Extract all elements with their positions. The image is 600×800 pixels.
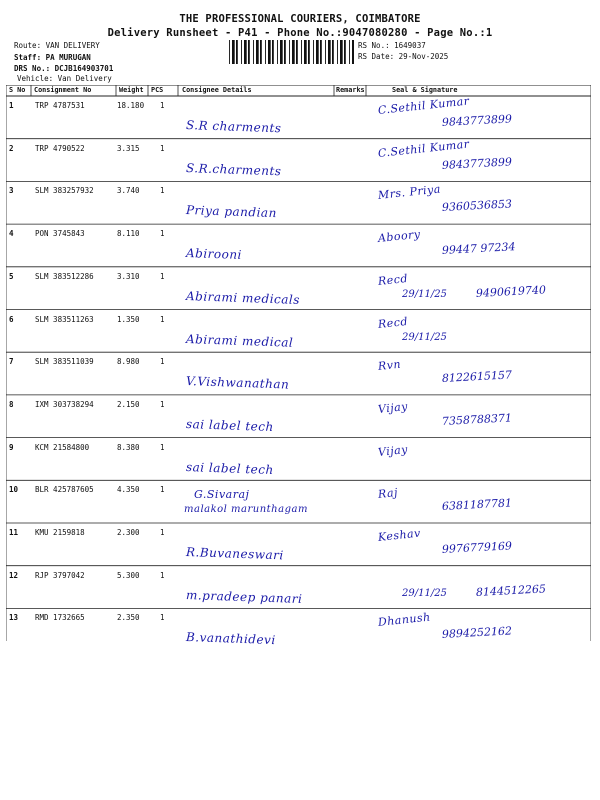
row-sno: 7 xyxy=(9,357,14,367)
barcode-image xyxy=(229,40,354,64)
row-consignment-no: SLM 383511039 xyxy=(35,357,94,367)
row-consignment-no: KCM 21584800 xyxy=(35,442,90,452)
handwritten-signature: Mrs. Priya xyxy=(377,182,442,203)
consignee-handwritten-name: Abirami medicals xyxy=(185,288,301,307)
staff-label: Staff: PA MURUGAN xyxy=(14,53,91,62)
handwritten-phone: 9843773899 xyxy=(441,155,513,172)
row-sno: 4 xyxy=(9,229,14,239)
consignee-handwritten-name: Priya pandian xyxy=(185,203,278,221)
header-pcs: PCS xyxy=(151,86,164,94)
row-pcs: 1 xyxy=(160,101,165,110)
row-pcs: 1 xyxy=(160,399,165,409)
row-weight: 4.350 xyxy=(117,485,140,495)
handwritten-signature: Raj xyxy=(377,486,399,502)
consignee-handwritten-name: B.vanathidevi xyxy=(185,630,276,648)
consignee-handwritten-name: m.pradeep panari xyxy=(185,587,303,606)
row-consignment-no: SLM 383511263 xyxy=(35,314,94,324)
row-sno: 11 xyxy=(9,528,19,537)
row-pcs: 1 xyxy=(160,570,165,580)
row-sno: 2 xyxy=(9,143,14,153)
handwritten-signature: Keshav xyxy=(377,526,422,544)
handwritten-phone: 9894252162 xyxy=(441,624,513,642)
handwritten-date: 29/11/25 xyxy=(402,331,447,343)
row-consignment-no: SLM 383257932 xyxy=(35,186,94,196)
row-consignment-no: KMU 2159818 xyxy=(35,528,85,537)
consignee-handwritten-name: sai label tech xyxy=(185,416,274,434)
handwritten-signature: Recd xyxy=(377,271,409,288)
handwritten-phone: 7358788371 xyxy=(441,411,513,428)
row-pcs: 1 xyxy=(160,485,165,495)
row-weight: 1.350 xyxy=(117,314,140,324)
row-weight: 8.980 xyxy=(117,357,140,367)
handwritten-phone: 6381187781 xyxy=(441,496,513,514)
handwritten-phone: 9360536853 xyxy=(441,197,513,215)
row-sno: 10 xyxy=(9,485,19,495)
row-weight: 5.300 xyxy=(117,570,140,580)
row-sno: 6 xyxy=(9,314,14,324)
consignee-handwritten-name: G.Sivaraj xyxy=(194,488,250,502)
handwritten-date: 29/11/25 xyxy=(402,288,447,300)
row-consignment-no: TRP 4790522 xyxy=(35,143,85,153)
row-consignment-no: PON 3745843 xyxy=(35,229,85,239)
header-weight: Weight xyxy=(119,86,144,94)
consignee-handwritten-name: Abirami medical xyxy=(185,331,294,350)
row-weight: 2.350 xyxy=(117,613,140,623)
company-title: THE PROFESSIONAL COURIERS, COIMBATORE xyxy=(179,13,421,25)
route-label: Route: VAN DELIVERY xyxy=(14,41,100,50)
runsheet-subtitle: Delivery Runsheet - P41 - Phone No.:9047080280 - Page No.:1 xyxy=(107,27,493,39)
row-sno: 1 xyxy=(9,101,14,110)
row-weight: 8.110 xyxy=(117,229,140,239)
row-weight: 3.310 xyxy=(117,271,140,281)
handwritten-signature: Dhanush xyxy=(377,610,432,630)
row-pcs: 1 xyxy=(160,143,165,153)
consignee-handwritten-name: V.Vishwanathan xyxy=(185,374,290,392)
row-weight: 3.740 xyxy=(117,186,140,196)
handwritten-signature: Recd xyxy=(377,314,409,331)
handwritten-phone: 99447 97234 xyxy=(441,240,516,258)
row-pcs: 1 xyxy=(160,528,165,537)
handwritten-signature: C.Sethil Kumar xyxy=(377,137,471,160)
row-weight: 3.315 xyxy=(117,143,140,153)
row-pcs: 1 xyxy=(160,613,165,623)
row-pcs: 1 xyxy=(160,229,165,239)
consignee-handwritten-business: malakol marunthagam xyxy=(184,504,308,516)
row-weight: 2.300 xyxy=(117,528,140,537)
row-sno: 5 xyxy=(9,271,14,281)
consignee-handwritten-name: S.R charments xyxy=(185,118,282,136)
handwritten-signature: Rvn xyxy=(377,357,402,374)
row-sno: 8 xyxy=(9,399,14,409)
consignee-handwritten-name: sai label tech xyxy=(185,459,274,477)
row-sno: 9 xyxy=(9,442,14,452)
header-consignee: Consignee Details xyxy=(182,86,252,94)
row-pcs: 1 xyxy=(160,271,165,281)
handwritten-date: 29/11/25 xyxy=(402,587,447,599)
consignee-handwritten-name: Abirooni xyxy=(185,246,243,263)
rs-date: RS Date: 29-Nov-2025 xyxy=(358,52,449,61)
header-consignment: Consignment No xyxy=(34,86,92,94)
row-pcs: 1 xyxy=(160,186,165,196)
row-consignment-no: IXM 303738294 xyxy=(35,399,94,409)
consignee-handwritten-name: R.Buvaneswari xyxy=(185,545,285,563)
handwritten-signature: Vijay xyxy=(377,399,409,416)
row-sno: 3 xyxy=(9,186,14,196)
row-weight: 2.150 xyxy=(117,399,140,409)
row-consignment-no: SLM 383512286 xyxy=(35,271,94,281)
runsheet-table xyxy=(6,85,591,648)
row-consignment-no: RJP 3797042 xyxy=(35,570,85,580)
handwritten-phone: 8144512265 xyxy=(475,582,547,599)
row-sno: 13 xyxy=(9,613,19,623)
header-sno: S No xyxy=(9,86,26,94)
drs-number: DRS No.: DCJB164903701 xyxy=(14,64,114,73)
header-remarks: Remarks xyxy=(336,86,365,94)
handwritten-phone: 9976779169 xyxy=(441,539,513,556)
handwritten-signature: Aboory xyxy=(377,227,422,246)
handwritten-signature: C.Sethil Kumar xyxy=(377,94,471,117)
row-pcs: 1 xyxy=(160,357,165,367)
handwritten-phone: 8122615157 xyxy=(441,368,513,386)
handwritten-phone: 9490619740 xyxy=(475,283,547,300)
row-consignment-no: TRP 4787531 xyxy=(35,101,85,110)
row-consignment-no: RMD 1732665 xyxy=(35,613,85,623)
row-weight: 8.380 xyxy=(117,442,140,452)
handwritten-signature: Vijay xyxy=(377,442,409,459)
rs-number: RS No.: 1649037 xyxy=(358,41,426,50)
vehicle-label: Vehicle: Van Delivery xyxy=(17,74,112,83)
row-sno: 12 xyxy=(9,570,19,580)
handwritten-phone: 9843773899 xyxy=(441,112,513,129)
row-weight: 18.180 xyxy=(117,101,145,110)
row-pcs: 1 xyxy=(160,314,165,324)
row-pcs: 1 xyxy=(160,442,165,452)
consignee-handwritten-name: S.R.charments xyxy=(185,160,282,179)
header-seal: Seal & Signature xyxy=(392,86,458,94)
row-consignment-no: BLR 425787605 xyxy=(35,485,94,495)
